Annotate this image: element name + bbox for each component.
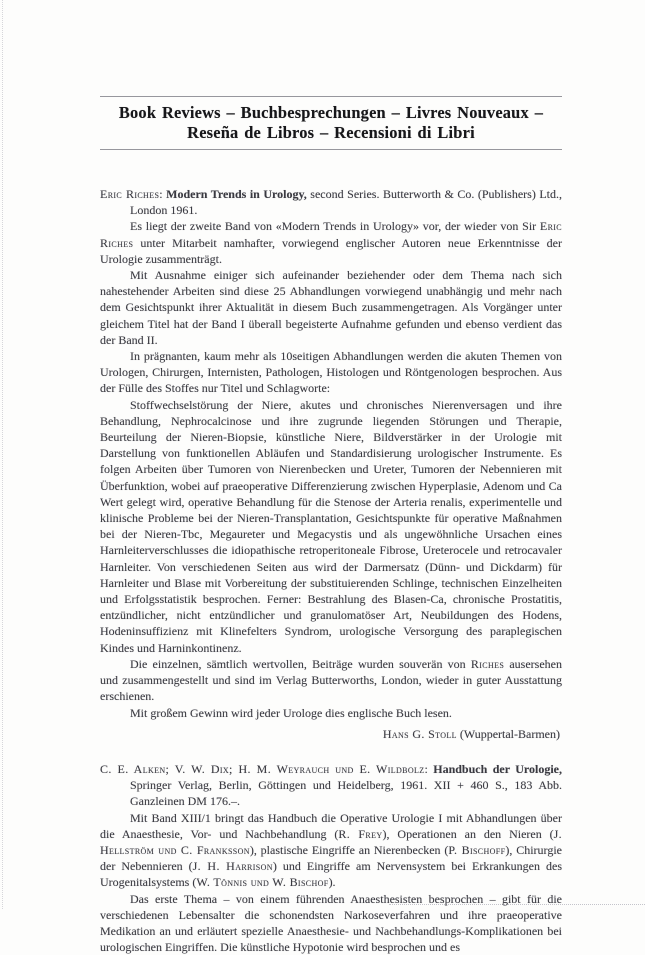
person-name: C. E. Alken; V. W. Dix; H. M. Weyrauch und E. Wildbolz xyxy=(100,761,425,776)
text-run: Es liegt der zweite Band von «Modern Trends in Urology» vor, der wieder von Sir xyxy=(130,219,540,234)
text-run: Mit Band XIII/1 bringt das Handbuch die Operative Urologie I mit Abhandlungen über die Anaesthesie, Vor- und Nachbehandlung ( xyxy=(100,810,562,841)
book-title: Modern Trends in Urology, xyxy=(166,187,307,201)
person-name: W. Tönnis und W. Bischof xyxy=(196,875,329,890)
book-review xyxy=(100,761,562,955)
section-masthead xyxy=(100,96,562,150)
text-run: : xyxy=(159,187,167,201)
scan-edge-artifact-left xyxy=(2,0,3,909)
person-name: Riches xyxy=(470,656,505,671)
person-name: R. Frey xyxy=(338,826,383,841)
page-title-line-2: Reseña de Libros – Recensioni di Libri xyxy=(187,122,475,142)
person-name: Hans G. Stoll xyxy=(382,726,457,741)
text-run: Stoffwechselstörung der Niere, akutes und chronisches Nierenversagen und ihre Behandlung, Nephrocalcinose und ihre zugrunde liegenden Störungen und Therapie, Beurteilung der Nieren-Biopsie, künstliche Niere, Bildverstärker in der Urologie mit Darstellung von funktionellen Abläufen und Standardisierung urologischer Instrumente. Es folgen Arbeiten über Tumoren von Nierenbecken und Ureter, Tumoren der Nebennieren mit Überfunktion, wobei auf praeoperative Differenzierung zwischen Hyperplasie, Adenom und Ca Wert gelegt wird, operative Behandlung für die Stenose der Arteria renalis, experimentelle und klinische Probleme bei der Nieren-Transplantation, Gesichtspunkte für operative Maßnahmen bei der Nieren-Tbc, Megaureter und Megacystis und als ungewöhnliche Ursachen eines Harnleiterverschlusses die idiopathische retroperitoneale Fibrose, Ureterocele und retrocavaler Harnleiter. Von verschiedenen Seiten aus wird der Darmersatz (Dünn- und Dickdarm) für Harnleiter und Blase mit Vorbereitung der substituierenden Schlinge, technischen Einzelheiten und Erfolgsstatistik besprochen. Ferner: Bestrahlung des Blasen-Ca, chronische Prostatitis, entzündlicher, nicht entzündlicher und granulomatöser Art, Neubildungen des Hodens, Hodeninsuffizienz mit Klinefelters Syndrom, urologische Versorgung des paraplegischen Kindes und Harninkontinenz. xyxy=(100,397,562,655)
review-paragraph xyxy=(100,348,562,397)
review-paragraph xyxy=(100,267,562,348)
text-run: ), Chirurgie der Nebennieren ( xyxy=(100,842,562,874)
book-review xyxy=(100,186,562,742)
page-title xyxy=(100,103,562,142)
book-title: Handbuch der Urologie, xyxy=(433,761,562,776)
review-paragraph xyxy=(100,218,562,267)
text-run: Springer Verlag, Berlin, Göttingen und Heidelberg, 1961. XII + 460 S., 183 Abb. Ganzleinen DM 176.–. xyxy=(130,778,562,809)
text-run: ), Operationen an den Nieren ( xyxy=(382,826,554,841)
text-run: Die einzelnen, sämtlich wertvollen, Beiträge wurden souverän von xyxy=(130,656,471,671)
text-run: ). xyxy=(328,875,336,890)
page-title-line-1: Book Reviews – Buchbesprechungen – Livres Nouveaux – xyxy=(118,103,544,122)
text-run: Mit großem Gewinn wird jeder Urologe dies englische Buch lesen. xyxy=(130,705,452,720)
text-run: second Series. Butterworth & Co. (Publishers) Ltd., London 1961. xyxy=(130,187,563,218)
text-run: In prägnanten, kaum mehr als 10seitigen Abhandlungen werden die akuten Themen von Urologen, Chirurgen, Internisten, Pathologen, Histologen und Röntgenologen besprochen. Aus der Fülle des Stoffes nur Titel und Schlagworte: xyxy=(100,349,562,396)
review-heading xyxy=(100,186,562,218)
person-name: Eric Riches xyxy=(100,187,160,201)
text-column xyxy=(100,0,562,955)
text-run: Das erste Thema – von einem führenden Anaesthesisten besprochen – gibt für die verschiedenen Lebensalter die schonendsten Narkoseverfahren und ihre praeoperative Medikation an und erläutert spezielle Anaesthesie- und Nachbehandlungs-Komplikationen bei urologischen Eingriffen. Die künstliche Hypotonie wird besprochen und es xyxy=(100,891,562,955)
text-run: ausersehen und zusammengestellt und sind im Verlag Butterworths, London, wieder in guter Ausstattung erschienen. xyxy=(100,656,563,704)
review-heading xyxy=(100,761,562,810)
text-run: : xyxy=(424,761,434,776)
text-run: ) und Eingriffe am Nervensystem bei Erkrankungen des Urogenitalsystems ( xyxy=(100,859,562,890)
text-run: Mit Ausnahme einiger sich aufeinander beziehender oder dem Thema nach sich nahestehender Arbeiten sind diese 25 Abhandlungen vorwiegend unabhängig und mehr nach dem Gesichtspunkt ihrer Aktualität in diesem Buch zusammengetragen. Als Vorgänger unter gleichem Titel hat der Band I überall begeisterte Aufnahme gefunden und ebenso verdient das der Band II. xyxy=(100,268,562,347)
review-paragraph xyxy=(100,656,562,705)
text-run: ), plastische Eingriffe an Nierenbecken ( xyxy=(249,842,449,857)
review-paragraph xyxy=(100,705,562,721)
person-name: P. Bischoff xyxy=(448,842,506,857)
text-run: (Wuppertal-Barmen) xyxy=(456,726,560,741)
person-name: J. H. Harrison xyxy=(192,859,273,874)
reviewer-signature xyxy=(100,726,562,742)
person-name: J. Hellström und C. Franksson xyxy=(100,826,563,857)
text-run: unter Mitarbeit namhafter, vorwiegend englischer Autoren neue Erkenntnisse der Urologie zusammenträgt. xyxy=(100,235,562,266)
reviews xyxy=(100,186,562,955)
review-paragraph xyxy=(100,891,562,955)
review-paragraph xyxy=(100,397,562,656)
person-name: Eric Riches xyxy=(100,219,562,250)
review-paragraph xyxy=(100,810,562,891)
